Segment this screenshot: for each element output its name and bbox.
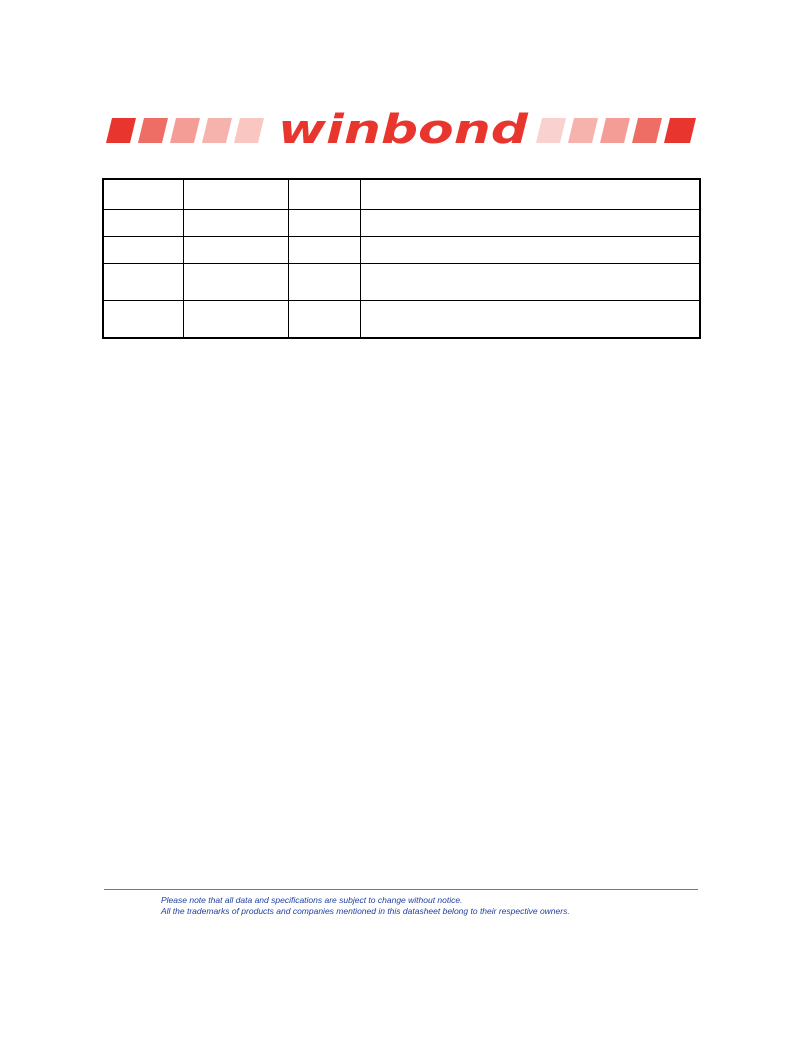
logo-wordmark: winbond	[278, 107, 529, 148]
table-cell	[288, 209, 360, 236]
table-cell	[360, 300, 700, 338]
footer-divider	[104, 889, 698, 890]
table-row	[103, 300, 700, 338]
logo-stripe-right-2	[568, 118, 598, 143]
table-cell	[360, 236, 700, 263]
winbond-logo-graphic	[104, 106, 698, 148]
footer-notice-line-1: Please note that all data and specifications are subject to change without notice.	[161, 895, 463, 905]
table-cell	[183, 209, 288, 236]
table-cell	[103, 263, 183, 300]
logo-stripe-left-3	[170, 118, 200, 143]
table-cell	[183, 263, 288, 300]
revision-history-table	[102, 178, 701, 339]
table-cell	[103, 179, 183, 209]
logo-stripe-left-5	[234, 118, 264, 143]
table-cell	[360, 209, 700, 236]
table-cell	[288, 179, 360, 209]
table-cell	[288, 263, 360, 300]
logo-stripe-left-1	[106, 118, 136, 143]
table-row	[103, 236, 700, 263]
table-cell	[103, 209, 183, 236]
table-cell	[103, 300, 183, 338]
winbond-logo	[104, 106, 698, 148]
logo-stripe-left-4	[202, 118, 232, 143]
table-cell	[288, 236, 360, 263]
footer-notice	[161, 895, 691, 917]
table-cell	[288, 300, 360, 338]
footer-notice-line-2: All the trademarks of products and companies mentioned in this datasheet belong to their respective owners.	[161, 906, 570, 916]
table-row	[103, 263, 700, 300]
table-cell	[360, 263, 700, 300]
logo-stripe-right-4	[632, 118, 662, 143]
logo-stripe-left-2	[138, 118, 168, 143]
logo-stripe-right-3	[600, 118, 630, 143]
table-row	[103, 209, 700, 236]
table-cell	[183, 300, 288, 338]
logo-stripe-right-1	[536, 118, 566, 143]
table-cell	[103, 236, 183, 263]
table-cell	[183, 236, 288, 263]
logo-stripe-right-5	[664, 118, 696, 143]
table-row	[103, 179, 700, 209]
table-cell	[360, 179, 700, 209]
table-cell	[183, 179, 288, 209]
